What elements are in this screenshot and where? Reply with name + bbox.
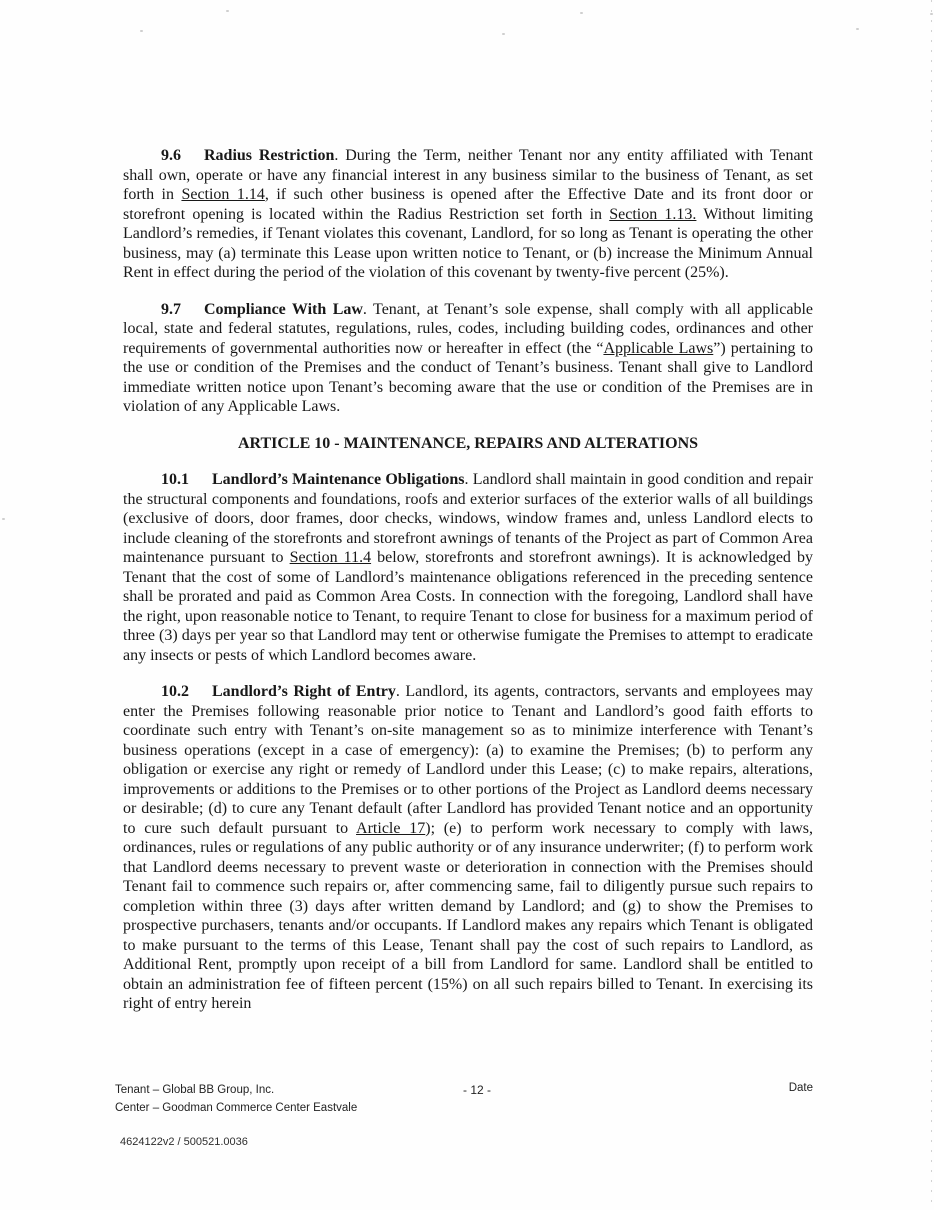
cross-reference: Section 1.14 <box>181 186 265 203</box>
page-number: - 12 - <box>462 1083 491 1097</box>
body-text: . Landlord, its agents, contractors, servants and employees may enter the Premises following reasonable prior notice to Tenant and Landlord’s good faith efforts to coordinate such entry with Tenant’s on-site management so as to minimize interference with Tenant’s business operations (except in a case of emergency): (a) to examine the Premises; (b) to perform any obligation or exercise any right or remedy of Landlord under this Lease; (c) to make repairs, alterations, improvements or additions to the Premises or to other portions of the Project as Landlord deems necessary or desirable; (d) to cure any Tenant default (after Landlord has provided Tenant notice and an opportunity to cure such default pursuant to <box>123 683 813 837</box>
body-text: . During the Term, neither Tenant nor any entity affiliated with Tenant shall own, operate or have any financial interest in any business similar to the business of Tenant, as set forth in <box>123 147 813 203</box>
section-paragraph-10.2 <box>123 682 813 1014</box>
section-title: Landlord’s Maintenance Obligations <box>212 471 465 488</box>
scan-artifact <box>856 28 859 30</box>
scan-artifact <box>226 10 229 12</box>
scan-artifact <box>502 33 505 35</box>
cross-reference: Applicable Laws <box>603 339 714 357</box>
section-number: 10.2 <box>161 683 189 700</box>
section-title: Compliance With Law <box>204 300 363 318</box>
document-body <box>123 146 813 1031</box>
scan-artifact <box>2 518 5 520</box>
section-title: Landlord’s Right of Entry <box>212 683 396 700</box>
section-paragraph-10.1 <box>123 470 813 665</box>
section-paragraph-9.7 <box>123 300 813 417</box>
body-text: ”) pertaining to the use or condition of the Premises and the conduct of Tenant’s business. Tenant shall give to Landlord immediate written notice upon Tenant’s becoming aware that the use or condition of the Premises are in violation of any Applicable Laws. <box>123 339 813 415</box>
section-title: Radius Restriction <box>204 147 335 164</box>
cross-reference: Article 17 <box>356 819 426 837</box>
footer-party-block <box>115 1082 357 1117</box>
body-text: ); (e) to perform work necessary to comply with laws, ordinances, rules or regulations of any public authority or of any insurance underwriter; (f) to perform work that Landlord deems necessary to prevent waste or deterioration in connection with the Premises should Tenant fail to commence such repairs or, after commencing same, fail to diligently pursue such repairs to completion within three (3) days after written demand by Landlord; and (g) to show the Premises to prospective purchasers, tenants and/or occupants. If Landlord makes any repairs which Tenant is obligated to make pursuant to the terms of this Lease, Tenant shall pay the cost of such repairs to Landlord, as Additional Rent, promptly upon receipt of a bill from Landlord for same. Landlord shall be entitled to obtain an administration fee of fifteen percent (15%) on all such repairs billed to Tenant. In exercising its right of entry herein <box>123 819 814 1012</box>
scan-artifact <box>140 30 143 32</box>
body-text: Without limiting Landlord’s remedies, if Tenant violates this covenant, Landlord, for so long as Tenant is operating the other business, may (a) terminate this Lease upon written notice to Tenant, or (b) increase the Minimum Annual Rent in effect during the period of the violation of this covenant by twenty-five percent (25%). <box>123 205 813 281</box>
article-heading: ARTICLE 10 - MAINTENANCE, REPAIRS AND ALTERATIONS <box>237 434 699 452</box>
section-number: 10.1 <box>161 471 189 488</box>
footer-date-label: Date <box>788 1082 813 1094</box>
section-paragraph-9.6 <box>123 146 813 283</box>
body-text: below, storefronts and storefront awnings). It is acknowledged by Tenant that the cost of some of Landlord’s maintenance obligations referenced in the preceding sentence shall be prorated and paid as Common Area Costs. In connection with the foregoing, Landlord shall have the right, upon reasonable notice to Tenant, to require Tenant to close for business for a maximum period of three (3) days per year so that Landlord may tent or otherwise fumigate the Premises to attempt to eradicate any insects or pests of which Landlord becomes aware. <box>123 549 813 664</box>
body-text: . Tenant, at Tenant’s sole expense, shall comply with all applicable local, state and federal statutes, regulations, rules, codes, including building codes, ordinances and other requirements of governmental authorities now or hereafter in effect (the “ <box>123 300 813 357</box>
footer-center-line: Center – Goodman Commerce Center Eastvale <box>115 1101 358 1114</box>
section-number: 9.6 <box>161 147 181 164</box>
cross-reference: Section 11.4 <box>289 549 372 566</box>
body-text: , if such other business is opened after the Effective Date and its front door or storefront opening is located within the Radius Restriction set forth in <box>123 186 813 223</box>
scan-artifact <box>580 12 583 14</box>
body-text: . Landlord shall maintain in good condition and repair the structural components and foundations, roofs and exterior surfaces of the exterior walls of all buildings (exclusive of doors, door frames, door checks, windows, window frames and, unless Landlord elects to include cleaning of the storefronts and storefront awnings of tenants of the Project as part of Common Area maintenance pursuant to <box>123 471 813 566</box>
document-reference-number: 4624122v2 / 500521.0036 <box>120 1136 248 1148</box>
cross-reference: Section 1.13. <box>609 205 697 223</box>
footer-tenant-line: Tenant – Global BB Group, Inc. <box>115 1084 275 1096</box>
scan-artifact <box>930 13 933 15</box>
section-number: 9.7 <box>161 300 181 318</box>
scan-artifact-right-edge <box>931 0 932 1210</box>
